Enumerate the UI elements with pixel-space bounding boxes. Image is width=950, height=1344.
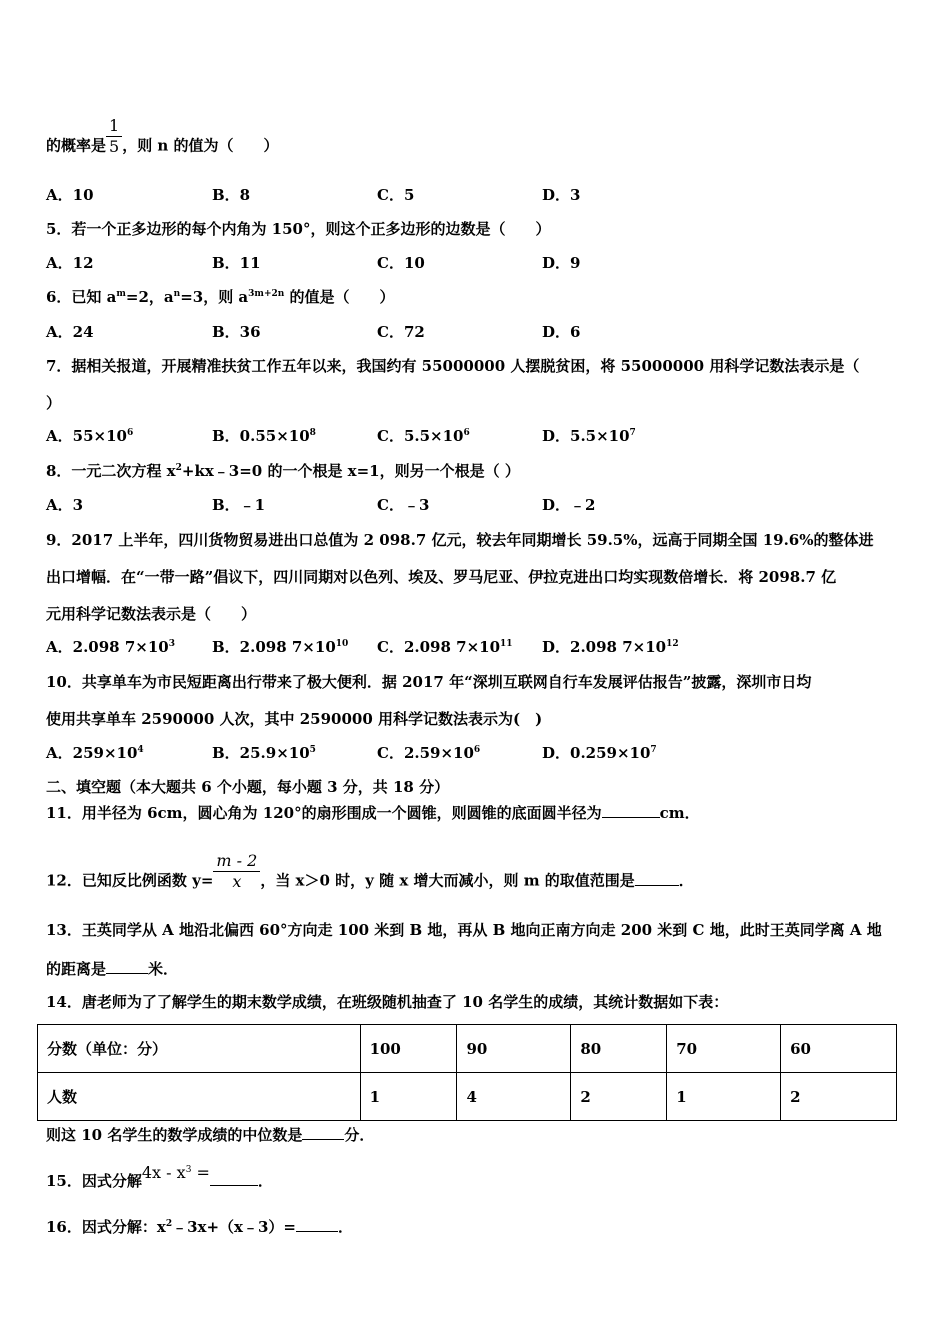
table-header-cell: 70 (667, 1025, 781, 1073)
q15-expression (142, 1163, 210, 1182)
q9-option-a-exp: 3 (168, 639, 175, 649)
q7-option-b-base: B．0.55×10 (212, 427, 310, 445)
q9-option-d[interactable] (542, 637, 679, 657)
table-header-cell: 60 (781, 1025, 897, 1073)
q12-frac-num: m - 2 (216, 851, 258, 870)
q6-text-4: 的值是（ ） (284, 288, 395, 306)
q7-option-c-base: C．5.5×10 (377, 427, 464, 445)
q16-text-end: ． (338, 1218, 354, 1236)
table-row (38, 1025, 897, 1073)
q8-option-a[interactable]: A．3 (46, 496, 84, 514)
q7-option-c[interactable] (377, 426, 470, 446)
q8-stem (46, 461, 520, 481)
q15-expr-eq: = (191, 1163, 210, 1182)
table-header-cell: 90 (457, 1025, 571, 1073)
q10-option-c-exp: 6 (473, 745, 481, 755)
q7-option-d-exp: 7 (629, 428, 636, 438)
q6-sup-3: 3m+2n (248, 289, 285, 299)
q4-frac-den: 5 (106, 136, 122, 157)
q9-option-a[interactable] (46, 637, 175, 657)
q9-option-b-base: B．2.098 7×10 (212, 638, 336, 656)
q10-stem-line1: 10．共享单车为市民短距离出行带来了极大便利．据 2017 年“深圳互联网自行车发展评估报告”披露，深圳市日均 (46, 673, 812, 691)
q4-option-b[interactable]: B．8 (212, 186, 251, 204)
q11-answer-blank[interactable] (602, 802, 660, 818)
q4-option-c[interactable]: C．5 (377, 186, 415, 204)
table-cell: 2 (781, 1073, 897, 1121)
q10-option-c-base: C．2.59×10 (377, 744, 474, 762)
q13-stem-line2 (46, 958, 178, 979)
q9-option-c[interactable] (377, 637, 513, 657)
score-table (37, 1024, 897, 1121)
q9-option-b[interactable] (212, 637, 348, 657)
q9-stem-line3: 元用科学记数法表示是（ ） (46, 605, 257, 623)
q9-option-d-base: D．2.098 7×10 (542, 638, 667, 656)
q13-stem-line1: 13．王英同学从 A 地沿北偏西 60°方向走 100 米到 B 地，再从 B 地向正南方向走 200 米到 C 地，此时王英同学离 A 地 (46, 921, 882, 939)
q14-answer-blank[interactable] (302, 1124, 344, 1140)
q7-option-c-exp: 6 (463, 428, 470, 438)
q4-prefix: 的概率是 (46, 136, 107, 155)
q6-text-1: 6．已知 a (46, 288, 117, 306)
q15-stem (46, 1163, 273, 1191)
q4-fraction (106, 116, 122, 157)
q6-options (46, 322, 806, 342)
q12-text-after: ，当 x＞0 时，y 随 x 增大而减小，则 m 的取值范围是 (260, 871, 635, 890)
q12-text-end: ． (678, 871, 694, 890)
q4-options (46, 185, 806, 205)
q6-option-c[interactable]: C．72 (377, 323, 425, 341)
q15-expr-base: 4x - x (141, 1163, 186, 1182)
q5-stem: 5．若一个正多边形的每个内角为 150°，则这个正多边形的边数是（ ） (46, 220, 551, 238)
q12-answer-blank[interactable] (635, 870, 679, 886)
table-cell: 1 (360, 1073, 457, 1121)
q6-stem (46, 287, 395, 307)
q4-frac-num: 1 (109, 116, 120, 135)
q15-answer-blank[interactable] (210, 1170, 258, 1186)
q16-stem (46, 1216, 353, 1237)
q4-stem (46, 116, 279, 167)
q10-option-d-exp: 7 (650, 745, 657, 755)
q7-option-d[interactable] (542, 426, 636, 446)
q11-text-before: 11．用半径为 6cm，圆心角为 120°的扇形围成一个圆锥，则圆锥的底面圆半径为 (46, 804, 602, 822)
q8-text-2: +kx﹣3=0 的一个根是 x=1，则另一个根是（ ） (181, 462, 520, 480)
q13-text-before: 的距离是 (46, 960, 107, 978)
q7-options (46, 426, 806, 446)
q7-stem-line1: 7．据相关报道，开展精准扶贫工作五年以来，我国约有 55000000 人摆脱贫困，将 55000000 用科学记数法表示是（ (46, 357, 860, 375)
q4-option-a[interactable]: A．10 (46, 186, 94, 204)
q10-option-b[interactable] (212, 743, 316, 763)
q15-text-end: ． (257, 1172, 273, 1190)
q8-text-1: 8．一元二次方程 x (46, 462, 176, 480)
q7-option-b[interactable] (212, 426, 316, 446)
table-cell: 2 (571, 1073, 667, 1121)
q10-option-b-base: B．25.9×10 (212, 744, 310, 762)
q8-option-c[interactable]: C．﹣3 (377, 496, 430, 514)
q14-stem: 14．唐老师为了了解学生的期末数学成绩，在班级随机抽查了 10 名学生的成绩，其统计数据如下表： (46, 993, 729, 1011)
q16-sup-1: 2 (165, 1219, 173, 1229)
q14-followup (46, 1124, 374, 1145)
q10-option-a-base: A．259×10 (46, 744, 138, 762)
q11-stem (46, 802, 700, 823)
q6-text-3: =3，则 a (180, 288, 249, 306)
q12-frac-den: x (213, 871, 260, 892)
q9-stem-line1: 9．2017 上半年，四川货物贸易进出口总值为 2 098.7 亿元，较去年同期增长 59.5%，远高于同期全国 19.6%的整体进 (46, 531, 874, 549)
q7-option-a-exp: 6 (126, 428, 134, 438)
q10-option-c[interactable] (377, 743, 480, 763)
q8-options (46, 495, 806, 515)
q7-option-b-exp: 8 (309, 428, 316, 438)
q9-option-c-exp: 11 (500, 639, 513, 649)
q6-option-d[interactable]: D．6 (542, 323, 581, 341)
q9-option-c-base: C．2.098 7×10 (377, 638, 501, 656)
q15-expr-sup: 3 (185, 1165, 192, 1175)
q5-option-b[interactable]: B．11 (212, 254, 261, 272)
q5-options (46, 253, 806, 273)
section2-heading: 二、填空题（本大题共 6 个小题，每小题 3 分，共 18 分） (46, 778, 450, 796)
q6-option-a[interactable]: A．24 (46, 323, 94, 341)
q14-text-after: 分． (344, 1126, 375, 1144)
q8-sup-1: 2 (175, 463, 182, 473)
q6-option-b[interactable]: B．36 (212, 323, 261, 341)
q7-option-a-base: A．55×10 (46, 427, 127, 445)
q12-stem (46, 851, 694, 902)
q10-option-d-base: D．0.259×10 (542, 744, 651, 762)
q10-options (46, 743, 806, 763)
q15-text-before: 15．因式分解 (46, 1172, 142, 1190)
q12-fraction (213, 851, 260, 892)
q7-option-d-base: D．5.5×10 (542, 427, 630, 445)
q6-sup-1: m (116, 289, 126, 299)
q9-option-a-base: A．2.098 7×10 (46, 638, 169, 656)
table-cell: 4 (457, 1073, 571, 1121)
q13-answer-blank[interactable] (106, 958, 148, 974)
q9-option-d-exp: 12 (666, 639, 679, 649)
q10-option-a-exp: 4 (137, 745, 144, 755)
q7-stem-line2: ） (46, 394, 62, 412)
q6-sup-2: n (173, 289, 181, 299)
table-header-cell: 100 (360, 1025, 457, 1073)
q6-text-2: =2，a (125, 288, 174, 306)
q12-text-before: 12．已知反比例函数 y= (46, 871, 214, 890)
q10-option-d[interactable] (542, 743, 657, 763)
q9-option-b-exp: 10 (335, 639, 349, 649)
q16-text-2: ﹣3x+（x﹣3）= (172, 1218, 296, 1236)
table-row (38, 1073, 897, 1121)
table-header-cell: 分数（单位：分） (38, 1025, 361, 1073)
q5-option-d[interactable]: D．9 (542, 254, 581, 272)
q16-answer-blank[interactable] (296, 1216, 338, 1232)
table-cell: 人数 (38, 1073, 361, 1121)
q13-text-after: 米． (148, 960, 179, 978)
q8-option-b[interactable]: B．﹣1 (212, 496, 266, 514)
q8-option-d[interactable]: D．﹣2 (542, 496, 596, 514)
q10-stem-line2: 使用共享单车 2590000 人次，其中 2590000 用科学记数法表示为( ) (46, 710, 543, 728)
q9-stem-line2: 出口增幅．在“一带一路”倡议下，四川同期对以色列、埃及、罗马尼亚、伊拉克进出口均实现数倍增长．将 2098.7 亿 (46, 568, 837, 586)
table-header-cell: 80 (571, 1025, 667, 1073)
q5-option-c[interactable]: C．10 (377, 254, 425, 272)
q4-suffix: ，则 n 的值为（ ） (122, 136, 279, 155)
q16-text-1: 16．因式分解：x (46, 1218, 166, 1236)
q7-option-a[interactable] (46, 426, 133, 446)
table-cell: 1 (667, 1073, 781, 1121)
q4-option-d[interactable]: D．3 (542, 186, 581, 204)
q10-option-a[interactable] (46, 743, 144, 763)
q14-text-before: 则这 10 名学生的数学成绩的中位数是 (46, 1126, 303, 1144)
q9-options (46, 637, 806, 657)
q5-option-a[interactable]: A．12 (46, 254, 94, 272)
q10-option-b-exp: 5 (309, 745, 316, 755)
q11-text-after: cm． (659, 804, 700, 822)
